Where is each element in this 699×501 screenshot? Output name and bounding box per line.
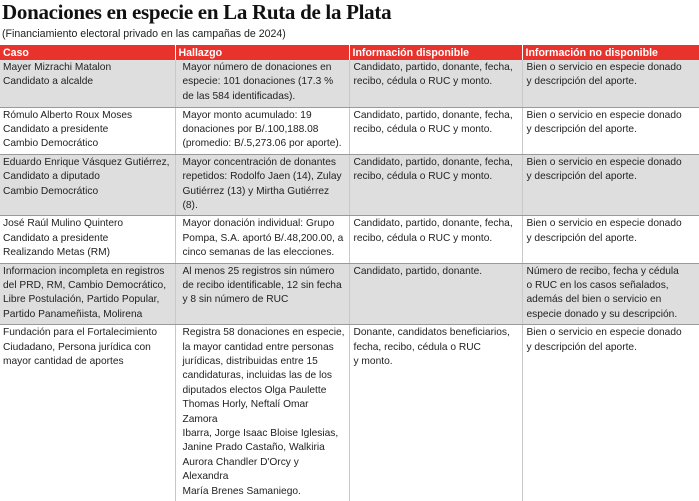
- cell-info-no-disponible: Bien o servicio en especie donado y descripción del aporte.: [522, 216, 699, 263]
- cell-caso: Eduardo Enrique Vásquez Gutiérrez, Candidato a diputado Cambio Democrático: [0, 154, 175, 216]
- cell-hallazgo: Mayor número de donaciones en especie: 101 donaciones (17.3 % de las 584 identificadas).: [175, 60, 349, 107]
- cell-hallazgo: Mayor concentración de donantes repetidos: Rodolfo Jaen (14), Zulay Gutiérrez (13) y Mirtha Gutiérrez (8).: [175, 154, 349, 216]
- cell-hallazgo: Registra 58 donaciones en especie, la mayor cantidad entre personas jurídicas, distribuidas entre 15 candidaturas, incluidas las de los diputados electos Olga Paulette Thomas Horly, Neftalí Omar Zamora Ibarra, Jorge Isaac Bloise Iglesias, Janine Prado Castaño, Walkiria Aurora Chandler D'Orcy y Alexandra María Brenes Samaniego.: [175, 325, 349, 501]
- cell-info-disponible: Candidato, partido, donante, fecha, recibo, cédula o RUC y monto.: [349, 154, 522, 216]
- donations-table: [0, 45, 699, 501]
- header-caso: Caso: [0, 45, 175, 60]
- cell-info-no-disponible: Bien o servicio en especie donado y descripción del aporte.: [522, 107, 699, 154]
- cell-info-disponible: Candidato, partido, donante.: [349, 263, 522, 325]
- cell-hallazgo: Mayor donación individual: Grupo Pompa, S.A. aportó B/.48,200.00, a cinco semanas de las elecciones.: [175, 216, 349, 263]
- cell-caso: Informacion incompleta en registros del PRD, RM, Cambio Democrático, Libre Postulación, Partido Popular, Partido Panameñista, Molirena: [0, 263, 175, 325]
- cell-hallazgo: Mayor monto acumulado: 19 donaciones por B/.100,188.08 (promedio: B/.5,273.06 por aporte).: [175, 107, 349, 154]
- cell-info-disponible: Candidato, partido, donante, fecha, recibo, cédula o RUC y monto.: [349, 60, 522, 107]
- table-row: [0, 107, 699, 154]
- cell-caso: Fundación para el Fortalecimiento Ciudadano, Persona jurídica con mayor cantidad de aportes: [0, 325, 175, 501]
- table-body: [0, 60, 699, 501]
- cell-info-no-disponible: Bien o servicio en especie donado y descripción del aporte.: [522, 60, 699, 107]
- table-row: [0, 60, 699, 107]
- header-row: [0, 45, 699, 60]
- page-title: Donaciones en especie en La Ruta de la Plata: [2, 0, 392, 24]
- cell-caso: Mayer Mizrachi Matalon Candidato a alcalde: [0, 60, 175, 107]
- table-header: [0, 45, 699, 60]
- cell-info-disponible: Donante, candidatos beneficiarios, fecha, recibo, cédula o RUC y monto.: [349, 325, 522, 501]
- header-info-disponible: Información disponible: [349, 45, 522, 60]
- cell-info-no-disponible: Número de recibo, fecha y cédula o RUC en los casos señalados, además del bien o servicio en especie donado y su descripción.: [522, 263, 699, 325]
- cell-caso: José Raúl Mulino Quintero Candidato a presidente Realizando Metas (RM): [0, 216, 175, 263]
- table-row: [0, 216, 699, 263]
- table-row: [0, 325, 699, 501]
- cell-info-disponible: Candidato, partido, donante, fecha, recibo, cédula o RUC y monto.: [349, 107, 522, 154]
- cell-info-no-disponible: Bien o servicio en especie donado y descripción del aporte.: [522, 154, 699, 216]
- table-row: [0, 263, 699, 325]
- page-subtitle: (Financiamiento electoral privado en las campañas de 2024): [2, 28, 286, 40]
- cell-caso: Rómulo Alberto Roux Moses Candidato a presidente Cambio Democrático: [0, 107, 175, 154]
- cell-hallazgo: Al menos 25 registros sin número de recibo identificable, 12 sin fecha y 8 sin número de RUC: [175, 263, 349, 325]
- header-info-no-disponible: Información no disponible: [522, 45, 699, 60]
- cell-info-no-disponible: Bien o servicio en especie donado y descripción del aporte.: [522, 325, 699, 501]
- header-hallazgo: Hallazgo: [175, 45, 349, 60]
- cell-info-disponible: Candidato, partido, donante, fecha, recibo, cédula o RUC y monto.: [349, 216, 522, 263]
- table-row: [0, 154, 699, 216]
